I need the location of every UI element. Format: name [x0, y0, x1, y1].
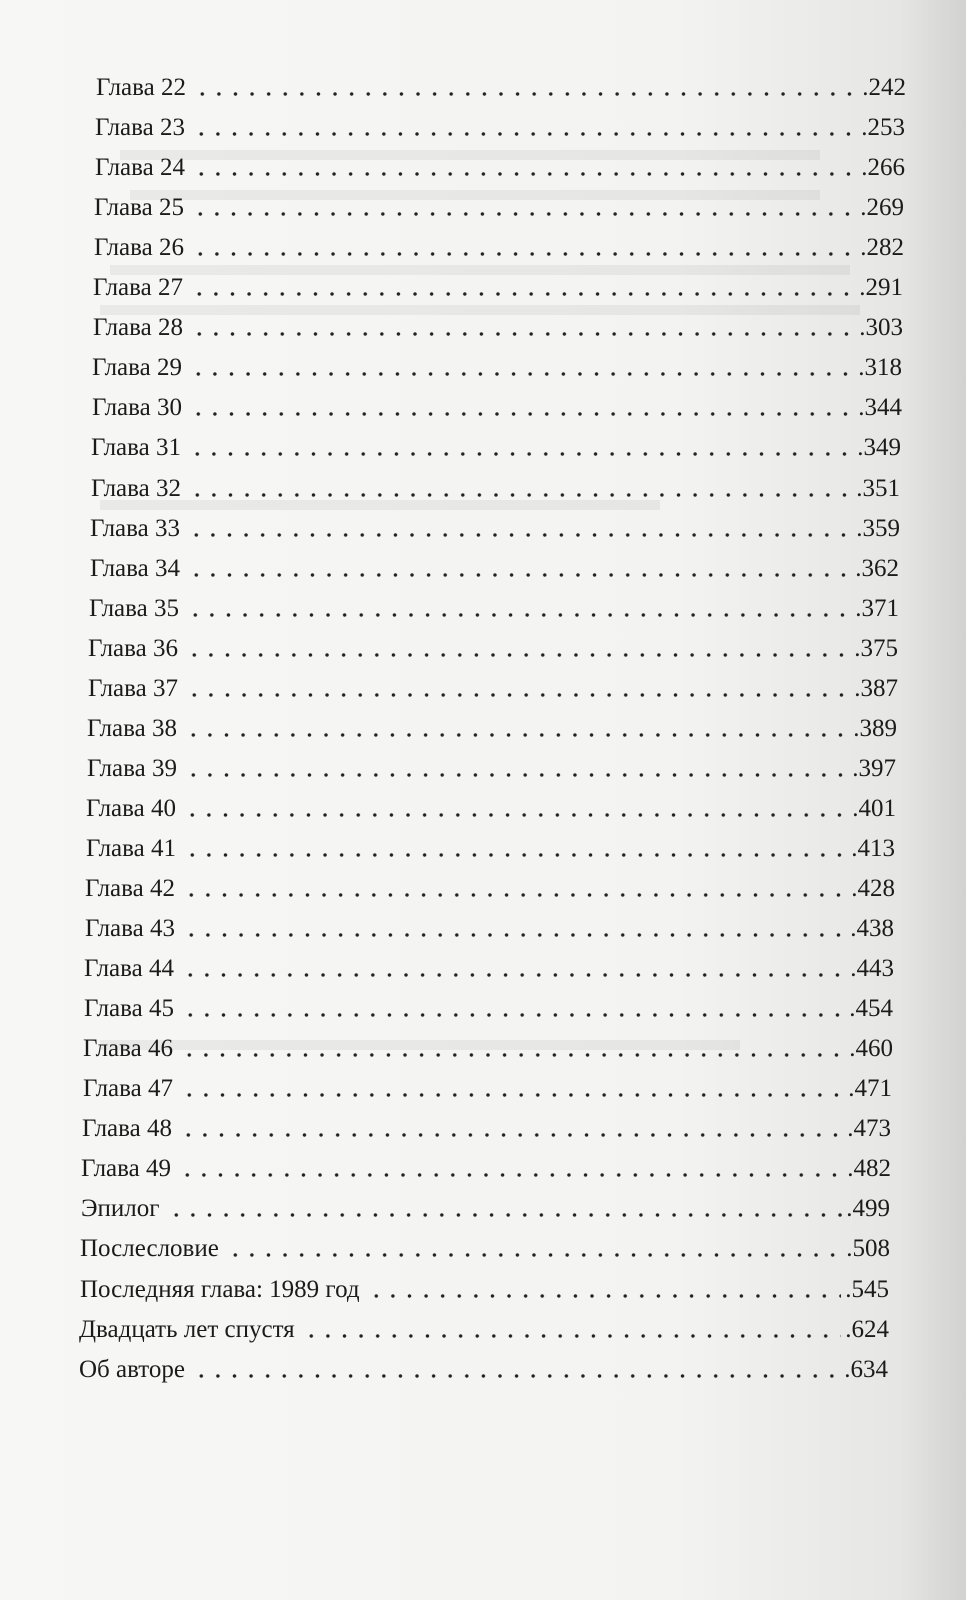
toc-entry-title: Глава 27 — [93, 274, 183, 301]
toc-entry — [95, 110, 905, 146]
dot-leader — [183, 933, 846, 937]
dot-leader — [303, 1334, 842, 1338]
toc-entry — [89, 591, 899, 627]
toc-entry-page-number: .362 — [855, 555, 899, 582]
toc-entry-page-number: .303 — [859, 314, 903, 341]
toc-entry-page-number: .438 — [850, 915, 894, 942]
toc-entry-title: Глава 39 — [87, 755, 177, 782]
dot-leader — [180, 1133, 843, 1137]
toc-entry-page-number: .499 — [846, 1195, 890, 1222]
toc-entry-title: Глава 36 — [88, 635, 178, 662]
toc-entry-title: Глава 49 — [81, 1155, 171, 1182]
dot-leader — [182, 973, 846, 977]
toc-entry-title: Глава 23 — [95, 114, 185, 141]
toc-entry-title: Послесловие — [80, 1235, 219, 1262]
dot-leader — [192, 212, 856, 216]
dot-leader — [193, 1374, 840, 1378]
toc-entry-title: Глава 26 — [94, 234, 184, 261]
toc-entry — [90, 511, 900, 547]
toc-entry — [91, 471, 900, 507]
toc-entry — [88, 671, 898, 707]
toc-entry — [80, 1272, 889, 1308]
toc-entry-title: Глава 31 — [91, 434, 181, 461]
toc-entry — [91, 430, 901, 466]
dot-leader — [192, 252, 856, 256]
toc-entry-page-number: .387 — [854, 675, 898, 702]
toc-entry-page-number: .291 — [859, 274, 903, 301]
toc-entry-page-number: .389 — [853, 715, 897, 742]
toc-entry-title: Глава 48 — [82, 1115, 172, 1142]
toc-entry — [86, 831, 895, 867]
toc-entry-title: Глава 41 — [86, 835, 176, 862]
toc-entry — [87, 751, 896, 787]
toc-entry-title: Двадцать лет спустя — [79, 1316, 295, 1343]
toc-entry — [93, 270, 903, 306]
toc-entry-page-number: .473 — [847, 1115, 891, 1142]
toc-entry-title: Глава 33 — [90, 515, 180, 542]
dot-leader — [182, 1013, 845, 1017]
dot-leader — [188, 533, 852, 537]
toc-entry-page-number: .318 — [858, 354, 902, 381]
toc-entry-page-number: .482 — [847, 1155, 891, 1182]
toc-entry-page-number: .401 — [852, 795, 896, 822]
dot-leader — [190, 372, 854, 376]
toc-entry-page-number: .375 — [854, 635, 898, 662]
toc-entry-title: Глава 30 — [92, 394, 182, 421]
dot-leader — [185, 773, 848, 777]
toc-entry — [81, 1151, 891, 1187]
toc-entry-page-number: .242 — [862, 74, 906, 101]
toc-entry-page-number: .269 — [860, 194, 904, 221]
toc-entry — [90, 551, 899, 587]
dot-leader — [227, 1253, 842, 1257]
toc-entry-title: Глава 47 — [83, 1075, 173, 1102]
toc-entry — [83, 1031, 893, 1067]
dot-leader — [191, 292, 855, 296]
toc-entry-page-number: .443 — [850, 955, 894, 982]
toc-entry-title: Глава 35 — [89, 595, 179, 622]
dot-leader — [185, 733, 849, 737]
dot-leader — [190, 412, 854, 416]
toc-entry-page-number: .460 — [849, 1035, 893, 1062]
toc-entry-title: Глава 37 — [88, 675, 178, 702]
toc-entry — [79, 1312, 889, 1348]
toc-entry — [88, 631, 898, 667]
toc-entry-page-number: .413 — [851, 835, 895, 862]
toc-entry-page-number: .253 — [861, 114, 905, 141]
toc-entry-title: Глава 34 — [90, 555, 180, 582]
toc-entry — [92, 350, 902, 386]
toc-entry-title: Об авторе — [79, 1356, 185, 1383]
dot-leader — [189, 452, 853, 456]
toc-entry-page-number: .508 — [846, 1235, 890, 1262]
dot-leader — [183, 893, 847, 897]
toc-entry-title: Глава 43 — [85, 915, 175, 942]
toc-entry — [83, 1071, 892, 1107]
dot-leader — [188, 573, 851, 577]
dot-leader — [193, 172, 857, 176]
dot-leader — [184, 813, 848, 817]
toc-entry — [87, 711, 897, 747]
toc-entry — [79, 1352, 888, 1388]
toc-entry — [94, 230, 904, 266]
toc-entry-title: Глава 44 — [84, 955, 174, 982]
dot-leader — [184, 853, 847, 857]
toc-entry — [82, 1111, 891, 1147]
toc-entry — [80, 1231, 890, 1267]
toc-entry-page-number: .634 — [844, 1356, 888, 1383]
toc-entry — [86, 791, 896, 827]
toc-entry-page-number: .454 — [849, 995, 893, 1022]
dot-leader — [181, 1093, 844, 1097]
dot-leader — [186, 693, 850, 697]
dot-leader — [168, 1213, 843, 1217]
toc-entry-title: Глава 22 — [96, 74, 186, 101]
dot-leader — [187, 613, 851, 617]
toc-entry-title: Глава 32 — [91, 475, 181, 502]
toc-entry — [85, 871, 895, 907]
toc-entry — [96, 70, 906, 106]
toc-entry-title: Глава 25 — [94, 194, 184, 221]
dot-leader — [194, 92, 858, 96]
dot-leader — [181, 1053, 845, 1057]
toc-entry — [95, 150, 905, 186]
toc-entry-page-number: .282 — [860, 234, 904, 261]
toc-entry-title: Глава 42 — [85, 875, 175, 902]
dot-leader — [189, 493, 852, 497]
toc-entry-page-number: .266 — [861, 154, 905, 181]
dot-leader — [179, 1173, 843, 1177]
toc-entry-title: Последняя глава: 1989 год — [80, 1276, 360, 1303]
toc-entry-title: Глава 45 — [84, 995, 174, 1022]
toc-entry-page-number: .545 — [845, 1276, 889, 1303]
dot-leader — [368, 1294, 842, 1298]
toc-entry-page-number: .397 — [852, 755, 896, 782]
toc-entry-title: Глава 38 — [87, 715, 177, 742]
toc-entry-page-number: .471 — [848, 1075, 892, 1102]
toc-entry — [84, 951, 894, 987]
toc-entry-title: Глава 46 — [83, 1035, 173, 1062]
toc-entry — [93, 310, 903, 346]
toc-entry-title: Глава 28 — [93, 314, 183, 341]
toc-entry — [84, 991, 893, 1027]
toc-entry-page-number: .351 — [856, 475, 900, 502]
toc-entry — [92, 390, 902, 426]
toc-entry — [81, 1191, 890, 1227]
toc-entry-page-number: .344 — [858, 394, 902, 421]
toc-entry — [85, 911, 894, 947]
dot-leader — [186, 653, 850, 657]
toc-entry-page-number: .359 — [856, 515, 900, 542]
toc-entry-title: Глава 24 — [95, 154, 185, 181]
toc-entry-page-number: .428 — [851, 875, 895, 902]
toc-entry-page-number: .624 — [845, 1316, 889, 1343]
toc-entry-title: Эпилог — [81, 1195, 160, 1222]
toc-entry-title: Глава 29 — [92, 354, 182, 381]
toc-entry-title: Глава 40 — [86, 795, 176, 822]
dot-leader — [191, 332, 855, 336]
toc-entry-page-number: .371 — [855, 595, 899, 622]
toc-entry-page-number: .349 — [857, 434, 901, 461]
dot-leader — [193, 132, 857, 136]
toc-entry — [94, 190, 904, 226]
